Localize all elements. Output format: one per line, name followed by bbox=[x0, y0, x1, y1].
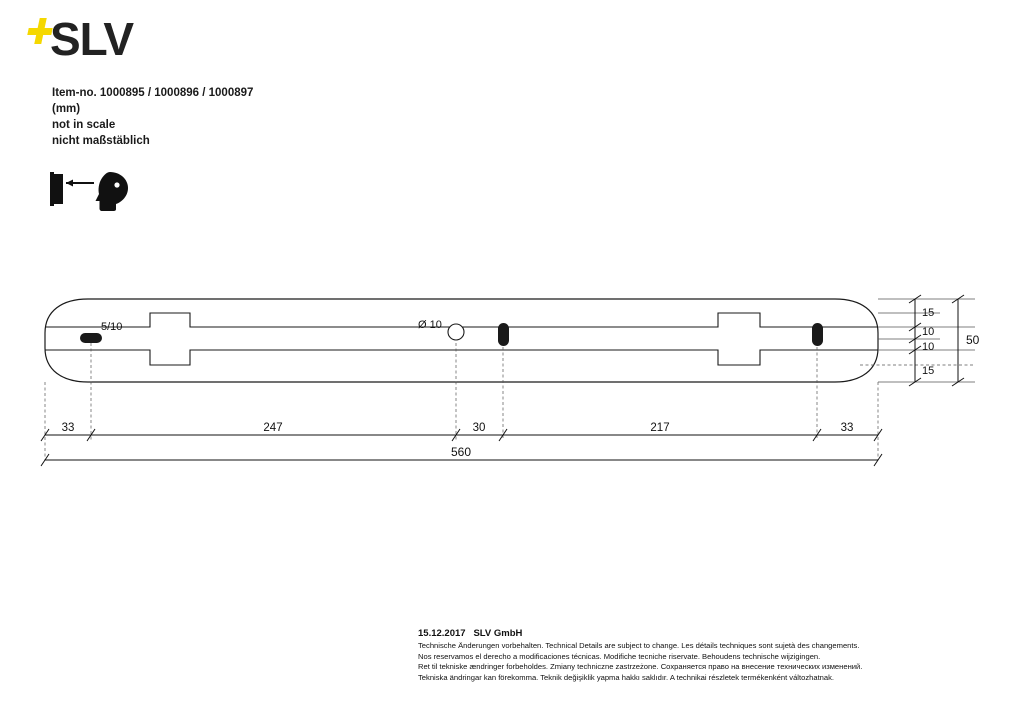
hole-slot-label: 5/10 bbox=[101, 321, 123, 333]
round-hole-center bbox=[448, 324, 464, 340]
footer-company: SLV GmbH bbox=[473, 628, 523, 639]
dimension-10-lower: 10 bbox=[922, 341, 935, 353]
dimension-total-560: 560 bbox=[450, 445, 472, 459]
slv-logo bbox=[28, 13, 208, 65]
dimension-10-upper: 10 bbox=[922, 326, 935, 338]
unit-line: (mm) bbox=[52, 103, 81, 115]
viewing-direction-head-icon bbox=[50, 170, 140, 212]
luminaire-body-outline bbox=[45, 299, 878, 382]
scale-line-de: nicht maßstäblich bbox=[52, 135, 150, 147]
slv-plus-icon bbox=[28, 18, 52, 44]
hole-round-label: Ø 10 bbox=[418, 319, 442, 331]
dimension-33-left: 33 bbox=[61, 422, 75, 434]
luminaire-outline-technical-drawing bbox=[0, 255, 1010, 515]
brand-name: SLV bbox=[50, 13, 134, 65]
dimension-height-total bbox=[952, 295, 964, 386]
dimension-30: 30 bbox=[472, 422, 486, 434]
footer-legal-line-2: Nos reservamos el derecho a modificaciones técnicas. Modifiche tecniche riservate. Behoudens technische wijzigingen. bbox=[418, 651, 821, 661]
dimension-247: 247 bbox=[263, 422, 283, 434]
dimension-15-top: 15 bbox=[922, 307, 935, 319]
header-info-block bbox=[52, 85, 253, 149]
footer-date-company bbox=[418, 628, 978, 639]
dimension-chain-vertical bbox=[909, 295, 921, 386]
footer-legal-line-3: Ret til tekniske ændringer forbeholdes. Zmiany techniczne zastrzeżone. Сохраняется право на внесение технических изменений. bbox=[418, 662, 863, 672]
footer-legal-line-4: Tekniska ändringar kan förekomma. Teknik değişiklik yapma hakkı saklıdır. A technikai részletek termékenként változhatnak. bbox=[418, 672, 835, 682]
dimension-217: 217 bbox=[650, 422, 670, 434]
dimension-height-50: 50 bbox=[966, 333, 980, 347]
scale-line-en: not in scale bbox=[52, 119, 116, 131]
footer-date: 15.12.2017 bbox=[418, 628, 466, 639]
dimension-line-segments bbox=[41, 429, 882, 441]
slot-hole-right bbox=[812, 323, 823, 346]
slot-hole-center bbox=[498, 323, 509, 346]
dimension-33-right: 33 bbox=[840, 422, 854, 434]
slot-hole-left bbox=[80, 333, 102, 343]
item-number-line: Item-no. 1000895 / 1000896 / 1000897 bbox=[52, 87, 254, 99]
footer-legal-line-1: Technische Änderungen vorbehalten. Technical Details are subject to change. Les détails techniques sont sujetà des changements. bbox=[418, 641, 860, 650]
footer-block bbox=[418, 628, 978, 683]
dimension-15-bottom: 15 bbox=[922, 365, 935, 377]
